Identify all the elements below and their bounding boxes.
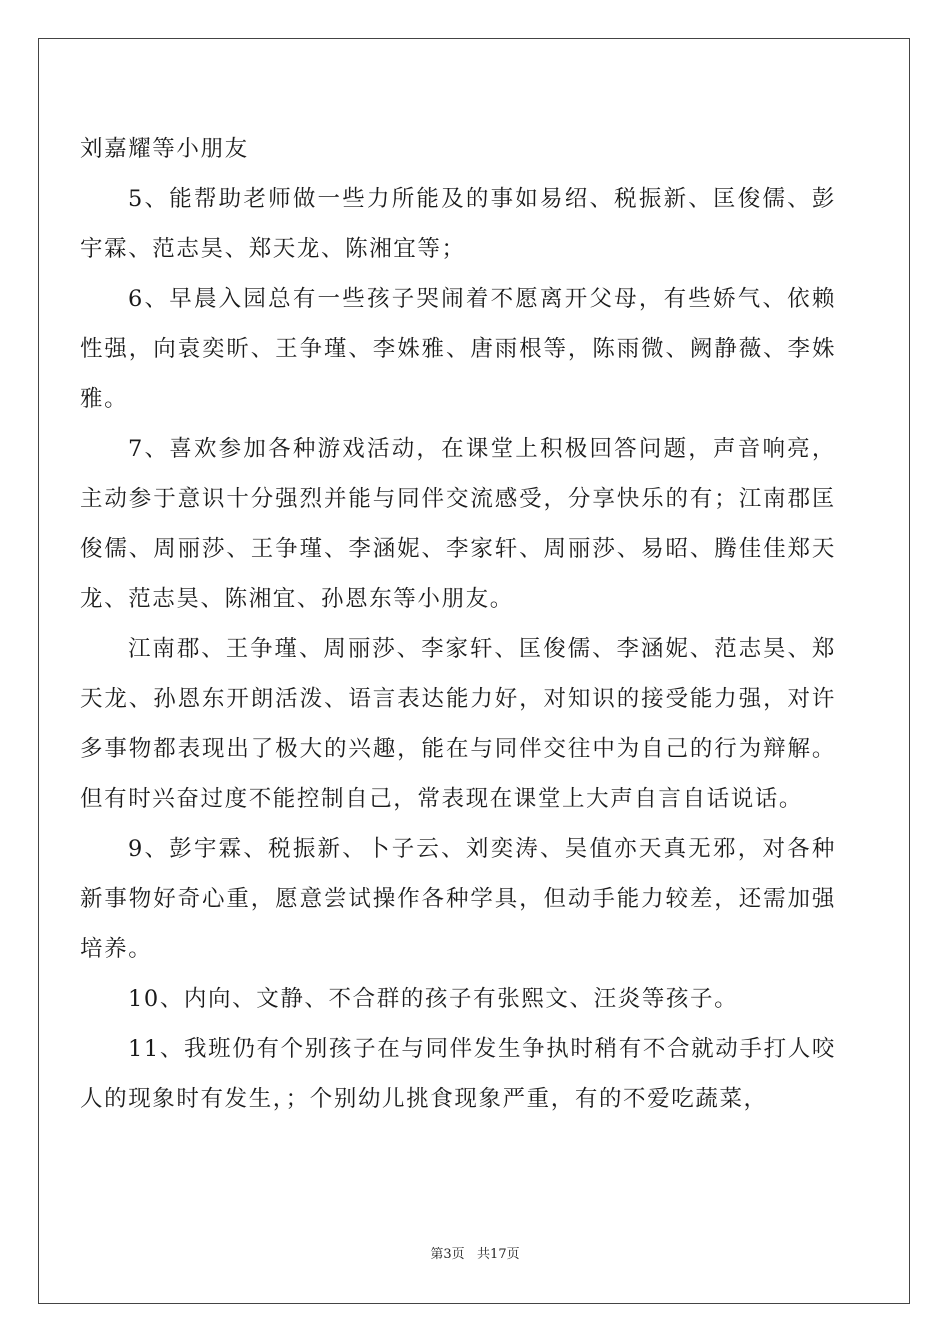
paragraph-item-5: 5、能帮助老师做一些力所能及的事如易绍、税振新、匡俊儒、彭宇霖、范志昊、郑天龙、陈湘宜等； bbox=[80, 186, 836, 262]
paragraph-item-11: 11、我班仍有个别孩子在与同伴发生争执时稍有不合就动手打人咬人的现象时有发生，；个别幼儿挑食现象严重，有的不爱吃蔬菜， bbox=[80, 1036, 836, 1112]
page-number-footer: 第3页 共17页 bbox=[430, 1247, 520, 1262]
paragraph-item-6: 6、早晨入园总有一些孩子哭闹着不愿离开父母，有些娇气、依赖性强，向袁奕昕、王争瑾、李姝雅、唐雨根等，陈雨微、阙静薇、李姝雅。 bbox=[80, 286, 836, 412]
paragraph-intro-tail: 刘嘉耀等小朋友 bbox=[80, 136, 249, 162]
paragraph-item-7: 7、喜欢参加各种游戏活动，在课堂上积极回答问题，声音响亮，主动参于意识十分强烈并能与同伴交流感受，分享快乐的有；江南郡匡俊儒、周丽莎、王争瑾、李涵妮、李家轩、周丽莎、易昭、腾佳佳郑天龙、范志昊、陈湘宜、孙恩东等小朋友。 bbox=[80, 436, 836, 612]
document-body bbox=[80, 124, 836, 1124]
paragraph-item-10: 10、内向、文静、不合群的孩子有张熙文、汪炎等孩子。 bbox=[128, 986, 739, 1012]
paragraph-item-9: 9、彭宇霖、税振新、卜子云、刘奕涛、吴值亦天真无邪，对各种新事物好奇心重，愿意尝试操作各种学具，但动手能力较差，还需加强培养。 bbox=[80, 836, 836, 962]
paragraph-item-8: 江南郡、王争瑾、周丽莎、李家轩、匡俊儒、李涵妮、范志昊、郑天龙、孙恩东开朗活泼、语言表达能力好，对知识的接受能力强，对许多事物都表现出了极大的兴趣，能在与同伴交往中为自己的行为辩解。但有时兴奋过度不能控制自己，常表现在课堂上大声自言自话说话。 bbox=[80, 636, 836, 812]
